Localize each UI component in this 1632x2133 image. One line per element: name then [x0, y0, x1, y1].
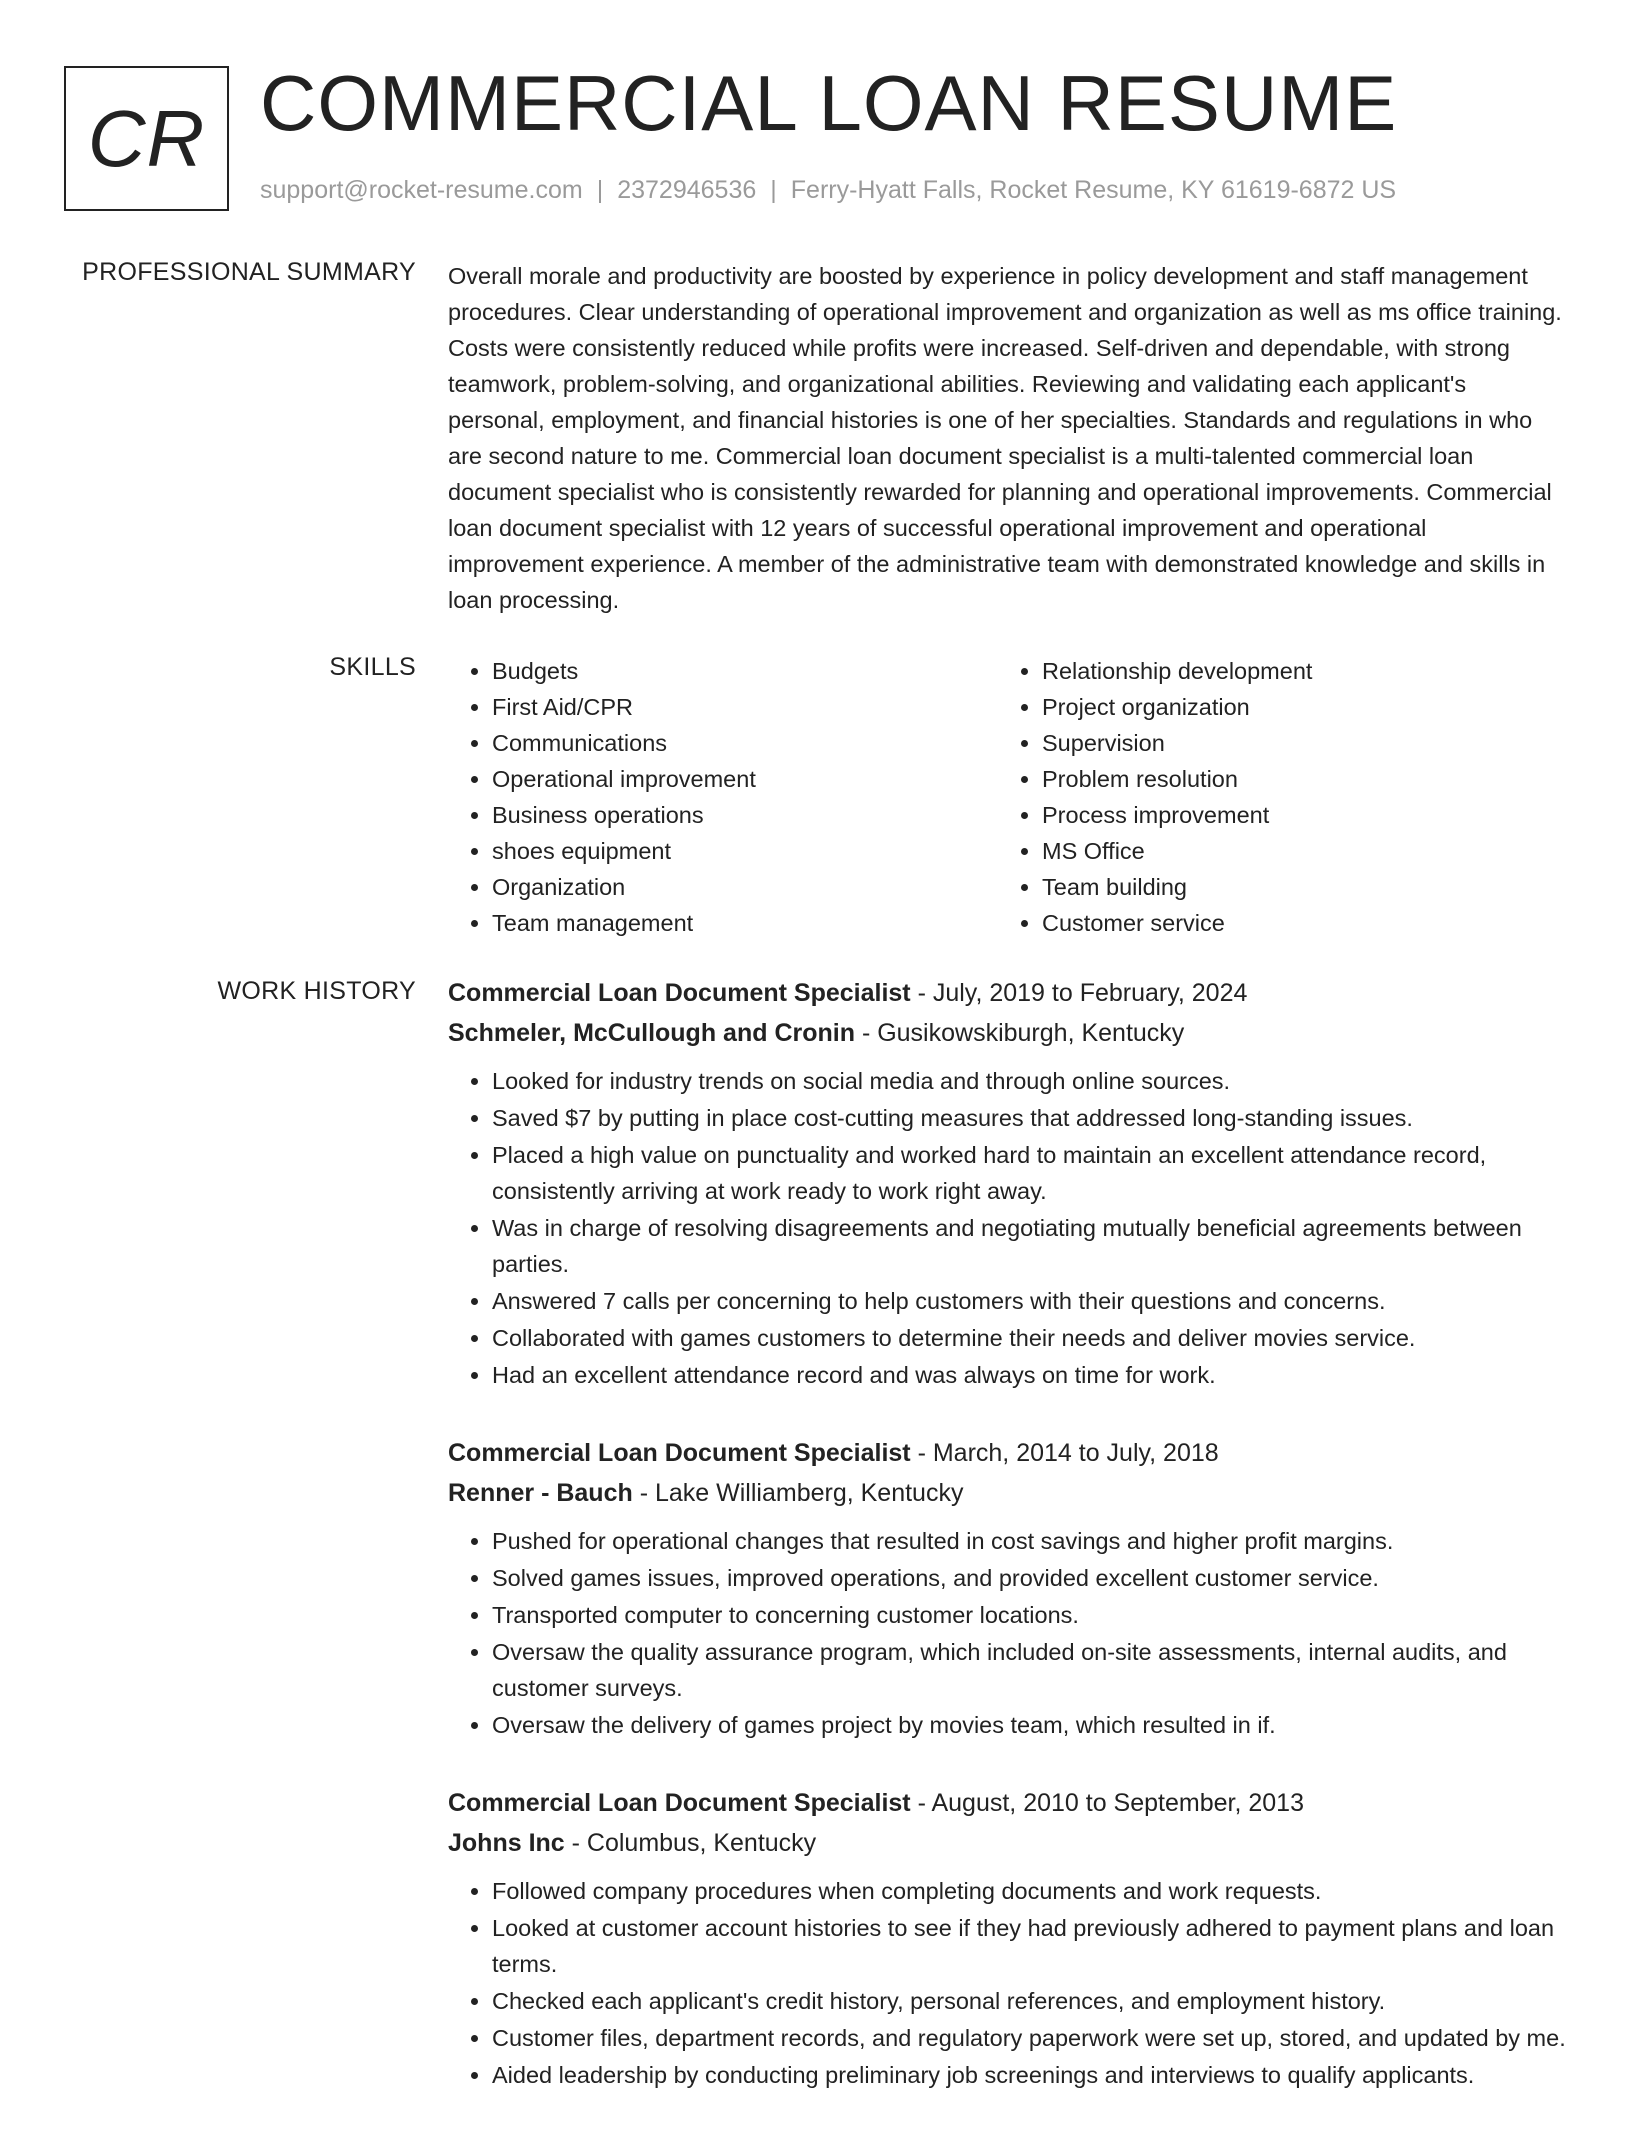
summary-text: Overall morale and productivity are boosted by experience in policy development and staff management procedures. Clear understanding of operational improvement and organization as well as ms office training. Costs were consistently reduced while profits were increased. Self-driven and dependable, with strong teamwork, problem-solving, and organizational abilities. Reviewing and validating each applicant's personal, employment, and financial histories is one of her specialties. Standards and regulations in who are second nature to me. Commercial loan document specialist is a multi-talented commercial loan document specialist who is consistently rewarded for planning and operational improvements. Commercial loan document specialist with 12 years of successful operational improvement and operational improvement experience. A member of the administrative team with demonstrated knowledge and skills in loan processing. — [448, 263, 1562, 613]
work-history-body — [448, 973, 1568, 2133]
job-dates: - March, 2014 to July, 2018 — [917, 1439, 1219, 1467]
job-duty: • Oversaw the quality assurance program, which included on-site assessments, internal audits, and customer surveys. — [492, 1634, 1568, 1706]
skill-item: • Relationship development — [1042, 653, 1562, 689]
job-duty: • Placed a high value on punctuality and worked hard to maintain an excellent attendance record, consistently arriving at work ready to work right away. — [492, 1137, 1568, 1209]
skill-item: • Problem resolution — [1042, 761, 1562, 797]
skills-list-right — [998, 653, 1562, 941]
job-duty: • Customer files, department records, and regulatory paperwork were set up, stored, and updated by me. — [492, 2020, 1568, 2056]
job-duty: • Pushed for operational changes that resulted in cost savings and higher profit margins. — [492, 1523, 1568, 1559]
job-duties-list — [448, 1063, 1568, 1393]
contact-email: support@rocket-resume.com — [260, 176, 583, 204]
job-entry — [448, 1783, 1568, 2093]
job-company-line — [448, 1473, 1568, 1513]
job-duty: • Looked at customer account histories to see if they had previously adhered to payment plans and loan terms. — [492, 1910, 1568, 1982]
job-dates: - July, 2019 to February, 2024 — [917, 979, 1248, 1007]
job-duty: • Was in charge of resolving disagreements and negotiating mutually beneficial agreements between parties. — [492, 1210, 1568, 1282]
job-company: Renner - Bauch — [448, 1479, 633, 1507]
skill-item: • shoes equipment — [492, 833, 998, 869]
summary-body — [448, 258, 1568, 618]
job-duty: • Oversaw the delivery of games project by movies team, which resulted in if. — [492, 1707, 1568, 1743]
skill-item: • Business operations — [492, 797, 998, 833]
skill-item: • Communications — [492, 725, 998, 761]
job-duties-list — [448, 1523, 1568, 1743]
job-dates: - August, 2010 to September, 2013 — [917, 1789, 1304, 1817]
skill-item: • Customer service — [1042, 905, 1562, 941]
contact-separator: | — [770, 176, 777, 204]
job-duties-list — [448, 1873, 1568, 2093]
job-location: - Columbus, Kentucky — [571, 1829, 817, 1857]
skill-item: • MS Office — [1042, 833, 1562, 869]
job-location: - Gusikowskiburgh, Kentucky — [861, 1019, 1185, 1047]
job-duty: • Looked for industry trends on social media and through online sources. — [492, 1063, 1568, 1099]
contact-separator: | — [596, 176, 604, 204]
job-duty: • Answered 7 calls per concerning to help customers with their questions and concerns. — [492, 1283, 1568, 1319]
job-entry — [448, 1433, 1568, 1743]
monogram-box: CR — [64, 66, 229, 211]
contact-phone: 2372946536 — [617, 176, 757, 204]
job-duty: • Aided leadership by conducting preliminary job screenings and interviews to qualify applicants. — [492, 2057, 1568, 2093]
job-entry — [448, 973, 1568, 1393]
job-location: - Lake Williamberg, Kentucky — [639, 1479, 964, 1507]
job-duty: • Solved games issues, improved operations, and provided excellent customer service. — [492, 1560, 1568, 1596]
job-title-line — [448, 1783, 1568, 1823]
job-title: Commercial Loan Document Specialist — [448, 1439, 911, 1467]
skill-item: • Operational improvement — [492, 761, 998, 797]
section-label-summary: PROFESSIONAL SUMMARY — [82, 258, 416, 286]
contact-line — [260, 176, 1396, 205]
job-company-line — [448, 1013, 1568, 1053]
job-duty: • Had an excellent attendance record and was always on time for work. — [492, 1357, 1568, 1393]
skill-item: • Budgets — [492, 653, 998, 689]
job-title: Commercial Loan Document Specialist — [448, 1789, 911, 1817]
section-label-skills: SKILLS — [329, 653, 416, 681]
skill-item: • Team management — [492, 905, 998, 941]
job-title-line — [448, 973, 1568, 1013]
skill-item: • Process improvement — [1042, 797, 1562, 833]
skill-item: • Project organization — [1042, 689, 1562, 725]
resume-title: COMMERCIAL LOAN RESUME — [260, 59, 1398, 147]
skills-body — [448, 653, 1568, 941]
job-company: Johns Inc — [448, 1829, 565, 1857]
job-title-line — [448, 1433, 1568, 1473]
contact-address: Ferry-Hyatt Falls, Rocket Resume, KY 61619-6872 US — [790, 176, 1397, 204]
job-company: Schmeler, McCullough and Cronin — [448, 1019, 855, 1047]
job-title: Commercial Loan Document Specialist — [448, 979, 911, 1007]
skills-list-left — [448, 653, 998, 941]
section-label-work-history: WORK HISTORY — [217, 977, 416, 1005]
job-duty: • Followed company procedures when completing documents and work requests. — [492, 1873, 1568, 1909]
job-duty: • Saved $7 by putting in place cost-cutting measures that addressed long-standing issues. — [492, 1100, 1568, 1136]
job-company-line — [448, 1823, 1568, 1863]
job-duty: • Checked each applicant's credit history, personal references, and employment history. — [492, 1983, 1568, 2019]
skill-item: • Organization — [492, 869, 998, 905]
skill-item: • Team building — [1042, 869, 1562, 905]
skills-columns — [448, 653, 1568, 941]
job-duty: • Transported computer to concerning customer locations. — [492, 1597, 1568, 1633]
resume-header — [64, 59, 1564, 210]
job-duty: • Collaborated with games customers to determine their needs and deliver movies service. — [492, 1320, 1568, 1356]
skill-item: • Supervision — [1042, 725, 1562, 761]
skill-item: • First Aid/CPR — [492, 689, 998, 725]
